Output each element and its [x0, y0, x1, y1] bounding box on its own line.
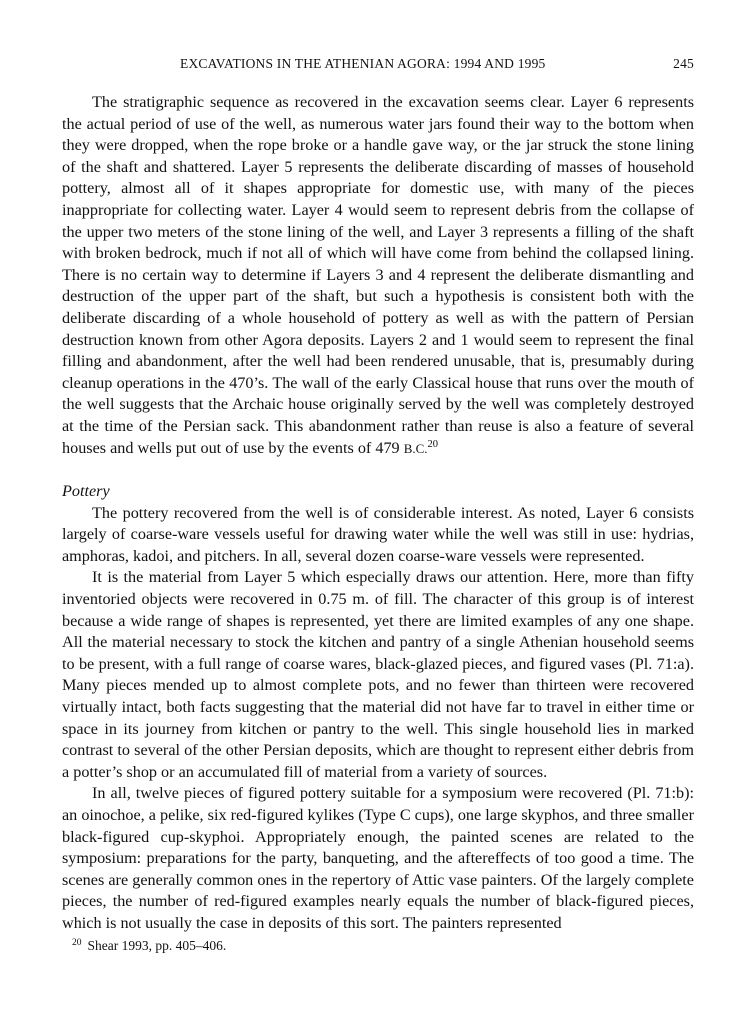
- page-number: 245: [673, 56, 694, 71]
- paragraph-pottery-intro: The pottery recovered from the well is of considerable interest. As noted, Layer 6 consists largely of coarse-ware vessels useful for drawing water while the well was still in use: hydrias, amphoras, kadoi, and pitchers. In all, several dozen coarse-ware vessels were represented.: [62, 503, 694, 565]
- article-body: [62, 92, 694, 935]
- era-abbreviation: B.C.: [403, 440, 428, 456]
- running-head: [62, 56, 694, 78]
- footnote-ref-20[interactable]: 20: [427, 438, 439, 450]
- paragraph-stratigraphy: [62, 92, 694, 459]
- footnote-number: 20: [72, 938, 82, 948]
- footnote-20: [72, 938, 226, 954]
- section-heading-pottery: Pottery: [62, 482, 110, 501]
- page: [62, 56, 694, 935]
- paragraph-layer-5: It is the material from Layer 5 which especially draws our attention. Here, more than fifty inventoried objects were recovered in 0.75 m. of fill. The character of this group is of interest because a wide range of shapes is represented, yet there are limited examples of any one shape. All the material necessary to stock the kitchen and pantry of a single Athenian household seems to be present, with a full range of coarse wares, black-glazed pieces, and figured vases (Pl. 71:a). Many pieces mended up to almost complete pots, and no fewer than thirteen were recovered virtually intact, both facts suggesting that the material did not have far to travel in either time or space in its journey from kitchen or pantry to the well. This single household lies in marked contrast to several of the other Persian deposits, which are thought to represent either debris from a potter’s shop or an accumulated fill of material from a variety of sources.: [62, 568, 694, 781]
- paragraph-figured-pottery: In all, twelve pieces of figured pottery suitable for a symposium were recovered (Pl. 71:b): an oinochoe, a pelike, six red-figured kylikes (Type C cups), one large skyphos, and three smaller black-figured cup-skyphoi. Appropriately enough, the painted scenes are related to the symposium: preparations for the party, banqueting, and the aftereffects of too good a time. The scenes are generally common ones in the repertory of Attic vase painters. Of the largely complete pieces, the number of red-figured examples nearly equals the number of black-figured pieces, which is not usually the case in deposits of this sort. The painters represented: [62, 784, 694, 932]
- running-head-title: EXCAVATIONS IN THE ATHENIAN AGORA: 1994 AND 1995: [180, 56, 546, 71]
- footnote-text: Shear 1993, pp. 405–406.: [87, 938, 227, 953]
- paragraph-stratigraphy-text: The stratigraphic sequence as recovered in the excavation seems clear. Layer 6 represents the actual period of use of the well, as numerous water jars found their way to the bottom when they were dropped, when the rope broke or a handle gave way, or the jar struck the stone lining of the shaft and shattered. Layer 5 represents the deliberate discarding of masses of household pottery, almost all of it shapes appropriate for domestic use, with many of the pieces inappropriate for collecting water. Layer 4 would seem to represent debris from the collapse of the upper two meters of the stone lining of the well, and Layer 3 represents a filling of the shaft with broken bedrock, much if not all of which will have come from behind the collapsed lining. There is no certain way to determine if Layers 3 and 4 represent the deliberate dismantling and destruction of the upper part of the shaft, but such a hypothesis is consistent both with the deliberate discarding of a whole household of pottery as well as with the pattern of Persian destruction known from other Agora deposits. Layers 2 and 1 would seem to represent the final filling and abandonment, after the well had been rendered unusable, that is, presumably during cleanup operations in the 470’s. The wall of the early Classical house that runs over the mouth of the well suggests that the Archaic house originally served by the well was completely destroyed at the time of the Persian sack. This abandonment rather than reuse is also a feature of several houses and wells put out of use by the events of 479: [62, 93, 694, 457]
